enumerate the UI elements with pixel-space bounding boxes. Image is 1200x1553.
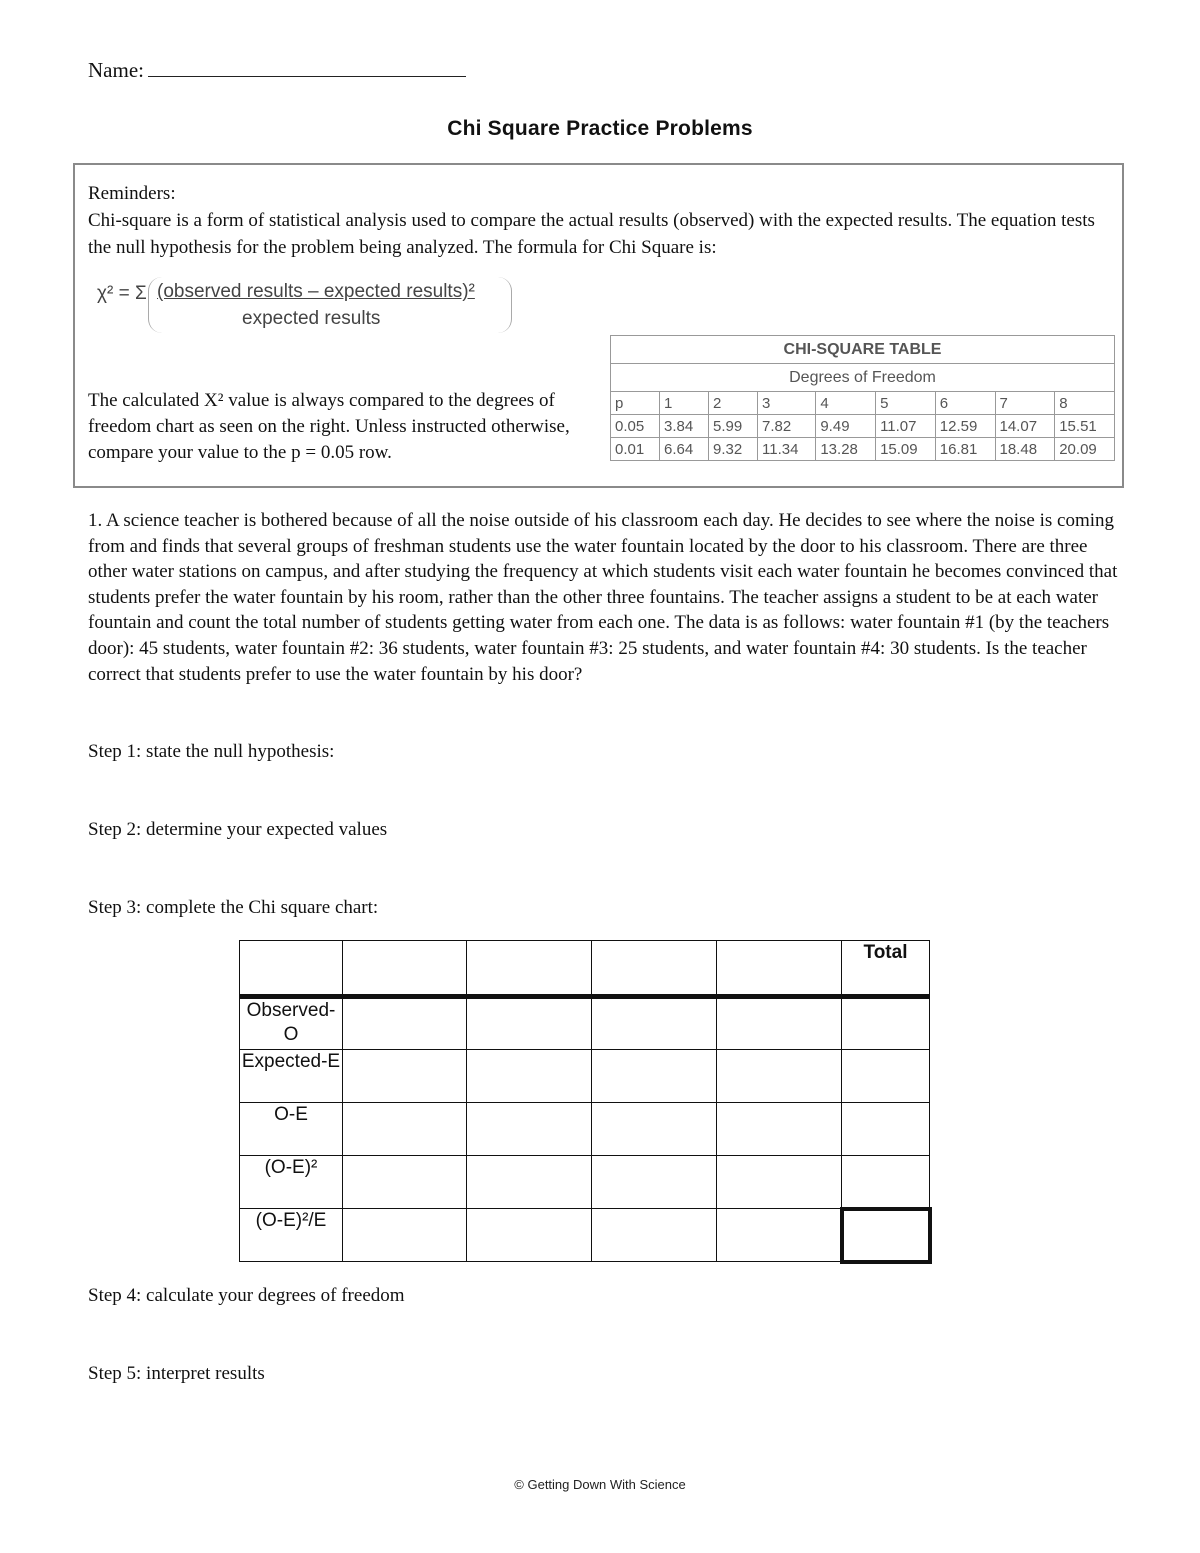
chi-cell: 14.07 <box>995 415 1055 438</box>
work-header-cell[interactable] <box>592 941 717 997</box>
formula-numerator: (observed results – expected results)² <box>157 281 475 302</box>
chi-cell: 7.82 <box>758 415 816 438</box>
work-header-cell[interactable] <box>467 941 592 997</box>
chi-square-work-chart <box>239 940 932 1264</box>
chi-cell: 4 <box>816 392 876 415</box>
chi-cell: 18.48 <box>995 438 1055 461</box>
work-cell[interactable] <box>592 1103 717 1156</box>
name-label: Name: <box>88 58 144 82</box>
chi-cell: 12.59 <box>935 415 995 438</box>
chi-cell: 0.01 <box>611 438 660 461</box>
footer-copyright: © Getting Down With Science <box>514 1477 686 1492</box>
work-cell[interactable] <box>717 1050 842 1103</box>
total-header <box>842 941 930 997</box>
chi-cell: 5.99 <box>709 415 758 438</box>
chi-table-row <box>611 392 1115 415</box>
calculated-value-note: The calculated X² value is always compared to the degrees of freedom chart as seen on the right. Unless instructed otherwise, compare your value to the p = 0.05 row. <box>88 390 570 463</box>
work-cell[interactable] <box>842 1050 930 1103</box>
chi-square-total-cell[interactable] <box>842 1209 930 1262</box>
chi-cell: 5 <box>876 392 936 415</box>
work-cell[interactable] <box>717 1156 842 1209</box>
row-label-o-minus-e: O-E <box>240 1103 343 1156</box>
chi-cell: 11.07 <box>876 415 936 438</box>
work-cell[interactable] <box>592 1050 717 1103</box>
step-3-label: Step 3: complete the Chi square chart: <box>88 897 379 918</box>
chi-cell: 16.81 <box>935 438 995 461</box>
reminders-label: Reminders: <box>88 183 176 204</box>
work-cell[interactable] <box>467 1103 592 1156</box>
work-cell[interactable] <box>842 1103 930 1156</box>
name-blank-line[interactable] <box>148 58 466 77</box>
chi-cell: 11.34 <box>758 438 816 461</box>
chi-cell: 15.09 <box>876 438 936 461</box>
chi-cell: 8 <box>1055 392 1115 415</box>
work-header-row <box>240 941 930 997</box>
reminders-text <box>88 180 1118 261</box>
chi-cell: 3.84 <box>660 415 709 438</box>
chi-table-title: CHI-SQUARE TABLE <box>611 336 1115 364</box>
row-label-observed: Observed-O <box>240 997 343 1050</box>
formula-denominator: expected results <box>242 308 381 329</box>
chi-cell: 7 <box>995 392 1055 415</box>
work-cell[interactable] <box>842 997 930 1050</box>
work-cell[interactable] <box>592 1209 717 1262</box>
work-header-cell[interactable] <box>240 941 343 997</box>
chi-square-formula <box>97 275 517 337</box>
chi-cell: 9.49 <box>816 415 876 438</box>
chi-cell: 2 <box>709 392 758 415</box>
chi-cell: 9.32 <box>709 438 758 461</box>
row-label-squared-over-e: (O-E)²/E <box>240 1209 343 1262</box>
chi-table-subtitle: Degrees of Freedom <box>611 364 1115 392</box>
work-cell[interactable] <box>592 997 717 1050</box>
work-cell[interactable] <box>467 1050 592 1103</box>
work-cell[interactable] <box>717 1209 842 1262</box>
work-cell[interactable] <box>343 1050 467 1103</box>
work-cell[interactable] <box>717 997 842 1050</box>
chi-cell: 13.28 <box>816 438 876 461</box>
work-cell[interactable] <box>343 1103 467 1156</box>
row-label-squared: (O-E)² <box>240 1156 343 1209</box>
chi-cell: 6.64 <box>660 438 709 461</box>
work-cell[interactable] <box>343 1209 467 1262</box>
row-label-expected: Expected-E <box>240 1050 343 1103</box>
formula-lhs: χ² = Σ <box>97 283 147 304</box>
work-row-expected <box>240 1050 930 1103</box>
work-header-cell[interactable] <box>343 941 467 997</box>
work-cell[interactable] <box>592 1156 717 1209</box>
work-cell[interactable] <box>467 997 592 1050</box>
name-field <box>88 58 466 83</box>
chi-cell: 1 <box>660 392 709 415</box>
chi-table-row <box>611 415 1115 438</box>
problem-1-text: 1. A science teacher is bothered because of all the noise outside of his classroom each day. He decides to see where the noise is coming from and finds that several groups of freshman students use the water fountain located by the door to his classroom. There are three other water stations on campus, and after studying the frequency at which students visit each water fountain he becomes convinced that students prefer the water fountain by his room, rather than the other three fountains. The teacher assigns a student to be at each water fountain and count the total number of students getting water from each one. The data is as follows: water fountain #1 (by the teachers door): 45 students, water fountain #2: 36 students, water fountain #3: 25 students, and water fountain #4: 30 students. Is the teacher correct that students prefer to use the water fountain by his door? <box>88 510 1118 685</box>
work-cell[interactable] <box>343 1156 467 1209</box>
work-row-squared <box>240 1156 930 1209</box>
work-cell[interactable] <box>467 1156 592 1209</box>
work-cell[interactable] <box>717 1103 842 1156</box>
chi-square-table <box>610 335 1115 461</box>
work-row-observed <box>240 997 930 1050</box>
page-title: Chi Square Practice Problems <box>447 117 753 140</box>
work-cell[interactable] <box>842 1156 930 1209</box>
reminders-intro: Chi-square is a form of statistical analysis used to compare the actual results (observed) with the expected results. The equation tests the null hypothesis for the problem being analyzed. The formula for Chi Square is: <box>88 210 1095 258</box>
work-cell[interactable] <box>467 1209 592 1262</box>
chi-cell: 3 <box>758 392 816 415</box>
chi-table-row <box>611 438 1115 461</box>
chi-cell: 15.51 <box>1055 415 1115 438</box>
step-2-label: Step 2: determine your expected values <box>88 819 388 840</box>
chi-cell: p <box>611 392 660 415</box>
chi-cell: 20.09 <box>1055 438 1115 461</box>
work-header-cell[interactable] <box>717 941 842 997</box>
step-5-label: Step 5: interpret results <box>88 1363 265 1384</box>
chi-cell: 6 <box>935 392 995 415</box>
chi-cell: 0.05 <box>611 415 660 438</box>
step-4-label: Step 4: calculate your degrees of freedom <box>88 1285 405 1306</box>
total-label: Total <box>863 942 908 963</box>
step-1-label: Step 1: state the null hypothesis: <box>88 741 335 762</box>
work-row-squared-over-e <box>240 1209 930 1262</box>
work-cell[interactable] <box>343 997 467 1050</box>
work-row-o-minus-e <box>240 1103 930 1156</box>
